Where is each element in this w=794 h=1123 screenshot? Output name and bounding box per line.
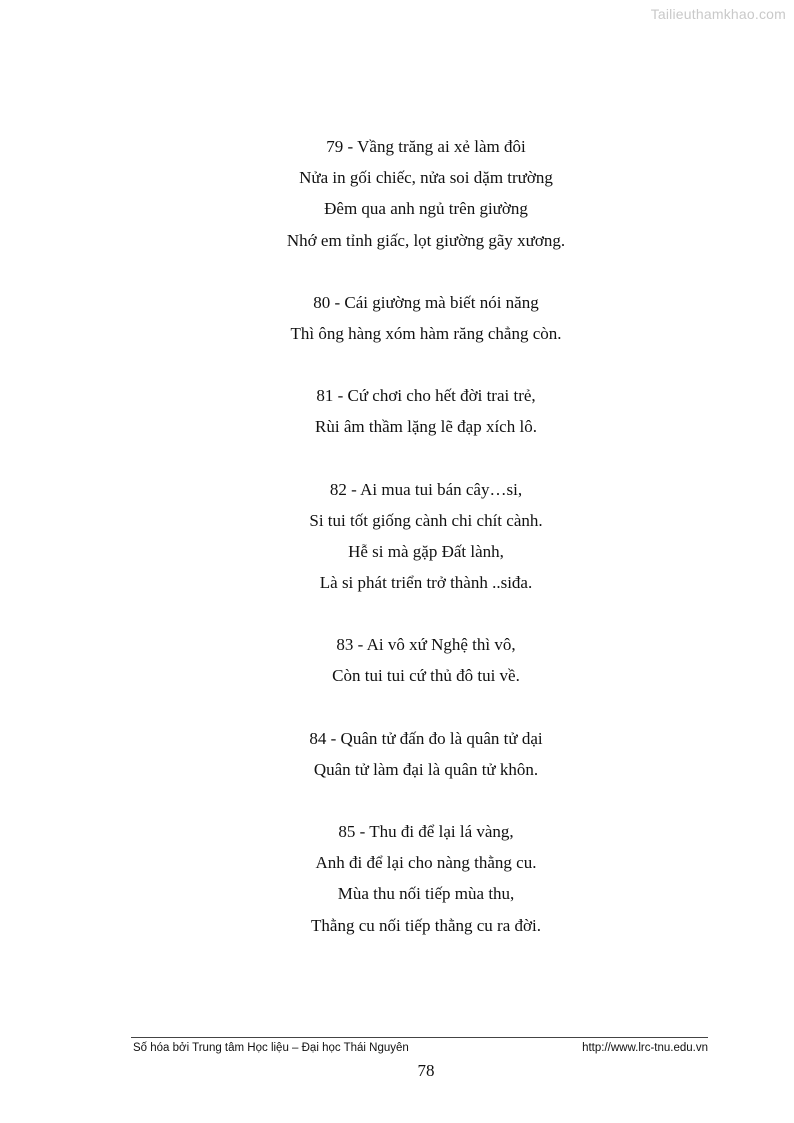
- poem-line: Còn tui tui cứ thủ đô tui về.: [332, 666, 520, 686]
- page-number: 78: [417, 1061, 435, 1080]
- poem-84: [0, 723, 794, 785]
- footer-credit: Số hóa bởi Trung tâm Học liệu – Đại học Thái Nguyên: [133, 1042, 409, 1054]
- poem-line: 79 - Vầng trăng ai xẻ làm đôi: [326, 137, 526, 156]
- footer-url: http://www.lrc-tnu.edu.vn: [582, 1042, 708, 1054]
- site-watermark: Tailieuthamkhao.com: [650, 6, 786, 22]
- poem-line: Hễ si mà gặp Đất lành,: [348, 541, 504, 561]
- poem-line: Mùa thu nối tiếp mùa thu,: [337, 884, 515, 904]
- poem-line: 81 - Cứ chơi cho hết đời trai trẻ,: [316, 386, 536, 406]
- poem-85: [0, 816, 794, 941]
- poem-83: [0, 629, 794, 691]
- poem-line: Thì ông hàng xóm hàm răng chẳng còn.: [290, 323, 562, 343]
- poem-line: 83 - Ai vô xứ Nghệ thì vô,: [336, 635, 516, 655]
- poem-line: Anh đi để lại cho nàng thằng cu.: [315, 853, 537, 873]
- poem-79: [0, 131, 794, 256]
- poem-line: Rùi âm thầm lặng lẽ đạp xích lô.: [315, 417, 537, 437]
- poem-line: Thằng cu nối tiếp thằng cu ra đời.: [311, 915, 541, 935]
- poem-line: Si tui tốt giống cành chi chít cành.: [309, 510, 543, 530]
- poem-line: 82 - Ai mua tui bán cây…si,: [329, 479, 523, 499]
- poem-line: Đêm qua anh ngủ trên giường: [324, 199, 528, 219]
- poem-line: 84 - Quân tử đấn đo là quân tử dại: [309, 728, 543, 748]
- footer-divider: [131, 1037, 708, 1038]
- poem-line: 80 - Cái giường mà biết nói năng: [313, 292, 539, 312]
- poem-81: [0, 380, 794, 442]
- poem-line: Là si phát triển trở thành ..siđa.: [319, 573, 533, 593]
- poem-82: [0, 474, 794, 599]
- poem-line: Quân tử làm đại là quân tử khôn.: [313, 759, 539, 779]
- poem-line: 85 - Thu đi để lại lá vàng,: [338, 822, 514, 841]
- poem-line: Nửa in gối chiếc, nửa soi dặm trường: [299, 168, 553, 188]
- poem-collection: [0, 131, 794, 972]
- poem-80: [0, 287, 794, 349]
- poem-line: Nhớ em tỉnh giấc, lọt giường gãy xương.: [286, 230, 566, 250]
